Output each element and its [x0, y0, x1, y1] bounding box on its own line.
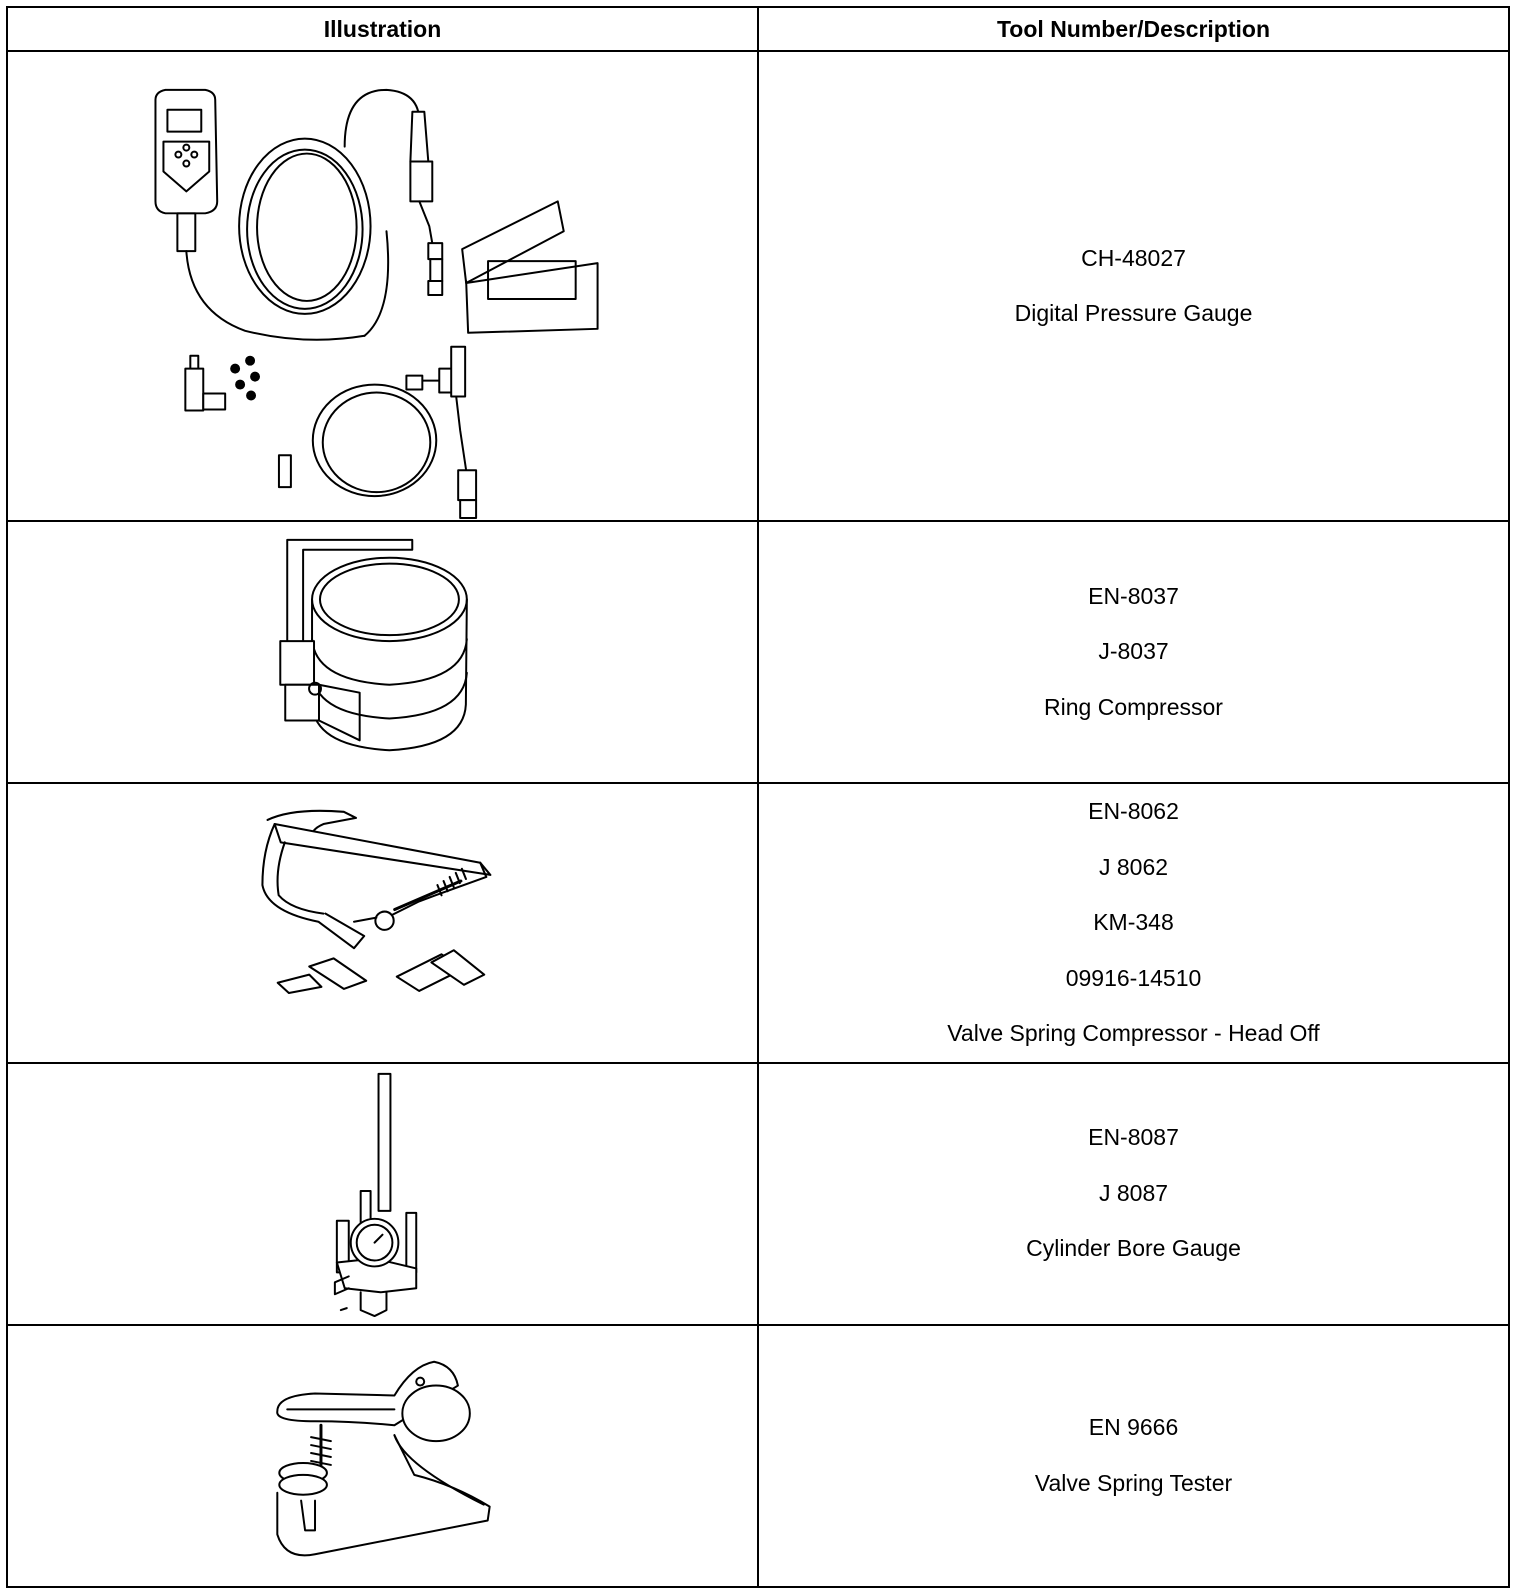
table-row	[7, 521, 1509, 783]
description-cell	[758, 521, 1509, 783]
tool-number: EN-8037	[1088, 582, 1179, 609]
special-tools-table-container	[6, 6, 1510, 1568]
tool-number: J 8062	[1098, 853, 1169, 880]
cylinder-bore-gauge-illustration	[8, 1064, 757, 1324]
tool-number: J 8087	[1098, 1179, 1169, 1206]
tool-number: KM-348	[1093, 909, 1174, 935]
illustration-cell	[7, 51, 758, 521]
description-cell	[758, 783, 1509, 1063]
illustration-column-header: Illustration	[7, 7, 758, 51]
tool-description: Valve Spring Tester	[1034, 1469, 1233, 1496]
tool-description: Valve Spring Compressor - Head Off	[947, 1020, 1320, 1046]
illustration-cell	[7, 521, 758, 783]
table-row	[7, 783, 1509, 1063]
special-tools-table	[6, 6, 1510, 1588]
tool-description: Digital Pressure Gauge	[1014, 300, 1253, 326]
table-row	[7, 51, 1509, 521]
description-cell	[758, 1325, 1509, 1587]
tool-number: CH-48027	[1081, 244, 1186, 271]
tool-number: EN 9666	[1088, 1414, 1179, 1440]
tool-number: EN-8062	[1088, 798, 1179, 824]
digital-pressure-gauge-illustration	[8, 52, 757, 520]
valve-spring-compressor-illustration	[8, 784, 757, 1062]
tool-number: EN-8087	[1088, 1124, 1179, 1151]
tool-description: Ring Compressor	[1044, 693, 1223, 720]
table-row	[7, 1063, 1509, 1325]
tool-number: 09916-14510	[1065, 964, 1202, 991]
tool-number: J-8037	[1098, 638, 1169, 665]
header-row	[7, 7, 1509, 51]
description-cell	[758, 1063, 1509, 1325]
ring-compressor-illustration	[8, 522, 757, 782]
illustration-cell	[7, 1063, 758, 1325]
valve-spring-tester-illustration	[8, 1326, 757, 1586]
illustration-cell	[7, 783, 758, 1063]
tool-description: Cylinder Bore Gauge	[1026, 1235, 1241, 1262]
description-cell	[758, 51, 1509, 521]
illustration-cell	[7, 1325, 758, 1587]
table-row	[7, 1325, 1509, 1587]
description-column-header: Tool Number/Description	[758, 7, 1509, 51]
